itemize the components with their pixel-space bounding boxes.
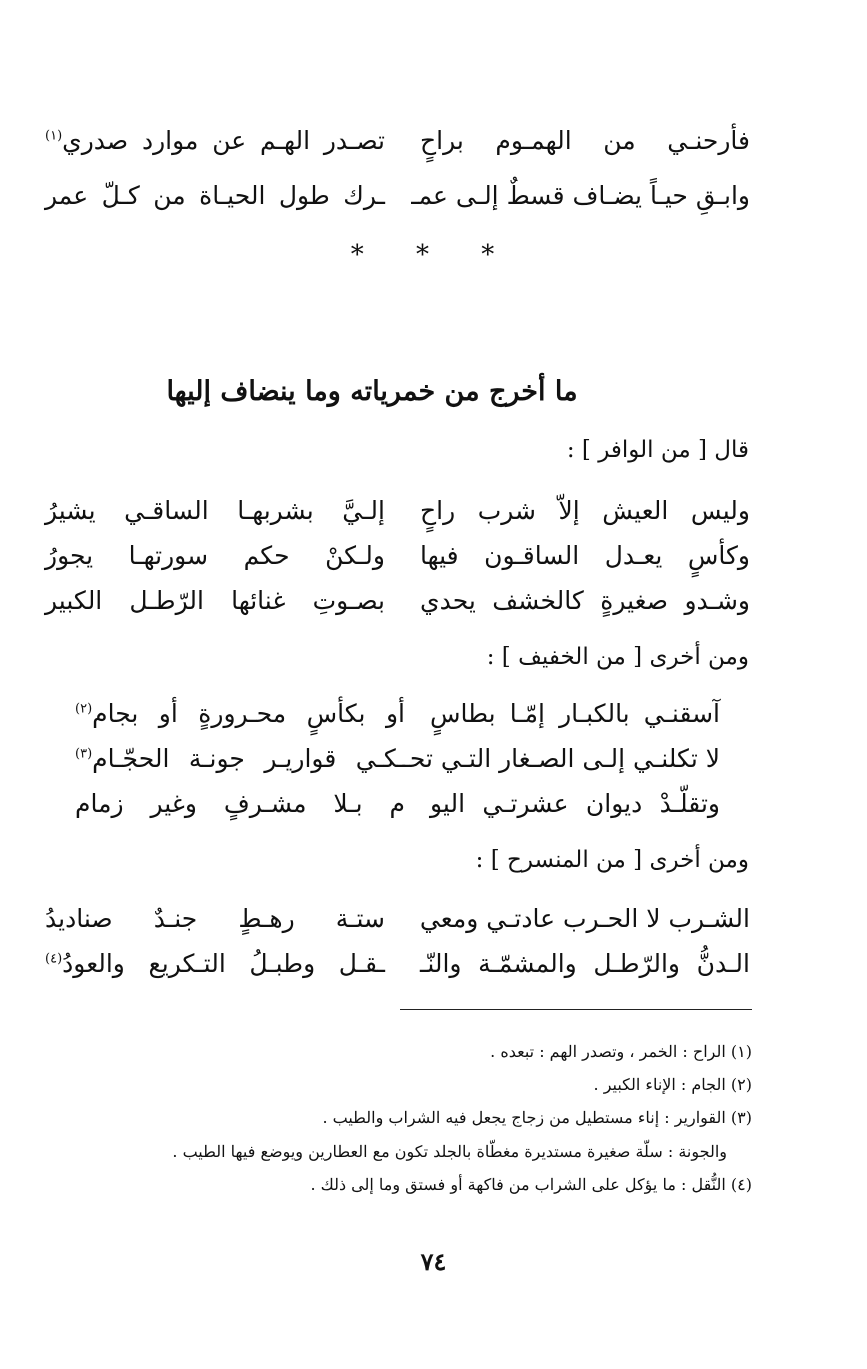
footnote-3-continuation: والجونة : سلّة صغيرة مستديرة مغطّاة بالجلد تكون مع العطارين ويوضع فيها الطيب .: [172, 1142, 727, 1161]
verse-second-hemistich: [45, 120, 385, 162]
page-number: ٧٤: [420, 1247, 447, 1276]
verse-first-hemistich: الشـرب لا الحـرب عادتـي ومعي: [419, 904, 750, 933]
verse-second-hemistich: ولـكنْ حكم سورتهـا يجورُ: [45, 541, 385, 570]
verse-second-hemistich: ـرك طول الحيـاة من كـلّ عمر: [45, 181, 385, 210]
verse-first-hemistich: وكأسٍ يعـدل الساقـون فيها: [420, 541, 750, 570]
footnote-4: (٤) النُّقل : ما يؤكل على الشراب من فاكهة أو فستق وما إلى ذلك .: [310, 1175, 752, 1194]
footnote-marker: (١): [45, 128, 63, 144]
verse-line: [45, 898, 750, 940]
verse-second-text: ـقـل وطبـلُ التـكريع والعودُ: [62, 949, 385, 978]
section-title: ما أخرج من خمرياته وما ينضاف إليها: [166, 376, 578, 407]
verse-line: [45, 580, 750, 622]
verse-line: [45, 943, 750, 985]
verse-first-hemistich: لا تكلنـي إلـى الصـغار التـي تحـ: [402, 744, 720, 773]
footnote-marker: (٢): [75, 701, 93, 717]
verse-line: [45, 535, 750, 577]
footnote-2: (٢) الجام : الإناء الكبير .: [593, 1075, 752, 1094]
verse-second-hemistich: [45, 943, 385, 985]
footnote-1: (١) الراح : الخمر ، وتصدر الهم : تبعده .: [490, 1042, 752, 1061]
verse-second-hemistich: م بـلا مشـرفٍ وغير زمام: [75, 789, 405, 818]
meter-label: ومن أخرى [ من المنسرح ] :: [475, 847, 749, 873]
verse-second-text: ـكـي قواريـر جونـة الحجّـام: [92, 744, 405, 773]
verse-line: [75, 738, 720, 780]
verse-first-hemistich: وليس العيش إلاّ شرب راحٍ: [420, 496, 750, 525]
verse-first-hemistich: وشـدو صغيرةٍ كالخشف يحدي: [420, 586, 750, 615]
verse-line: [45, 175, 750, 217]
verse-second-hemistich: [75, 738, 405, 780]
verse-second-text: تصـدر الهـم عن موارد صدري: [62, 126, 385, 155]
verse-first-hemistich: وتقلّـدْ ديوان عشرتـي اليو: [430, 789, 720, 818]
verse-line: [75, 783, 720, 825]
meter-label: قال [ من الوافر ] :: [566, 437, 749, 463]
verse-first-hemistich: الـدنُّ والرّطـل والمشمّـة والنّـ: [420, 949, 750, 978]
verse-line: [45, 120, 750, 162]
verse-first-hemistich: آسقنـي بالكبـار إمّـا بطاسٍ: [430, 699, 720, 728]
footnote-marker: (٣): [75, 746, 93, 762]
meter-label: ومن أخرى [ من الخفيف ] :: [486, 644, 749, 670]
verse-second-hemistich: بصـوتِ غنائها الرّطـل الكبير: [45, 586, 385, 615]
verse-line: [45, 490, 750, 532]
footnote-marker: (٤): [45, 951, 63, 967]
verse-second-hemistich: [75, 693, 405, 735]
section-separator: * * *: [350, 240, 517, 270]
verse-second-text: أو بكأسٍ محـرورةٍ أو بجام: [92, 699, 405, 728]
verse-line: [75, 693, 720, 735]
verse-second-hemistich: ستـة رهـطٍ جنـدٌ صناديدُ: [45, 904, 385, 933]
footnote-divider: [400, 1009, 752, 1010]
verse-first-hemistich: فأرحنـي من الهمـوم براحٍ: [420, 126, 750, 155]
footnote-3: (٣) القوارير : إناء مستطيل من زجاج يجعل فيه الشراب والطيب .: [322, 1108, 752, 1127]
verse-second-hemistich: إلـيَّ بشربهـا الساقـي يشيرُ: [45, 496, 385, 525]
verse-first-hemistich: وابـقِ حيـاً يضـاف قسطٌ إلـى عمـ: [411, 181, 750, 210]
